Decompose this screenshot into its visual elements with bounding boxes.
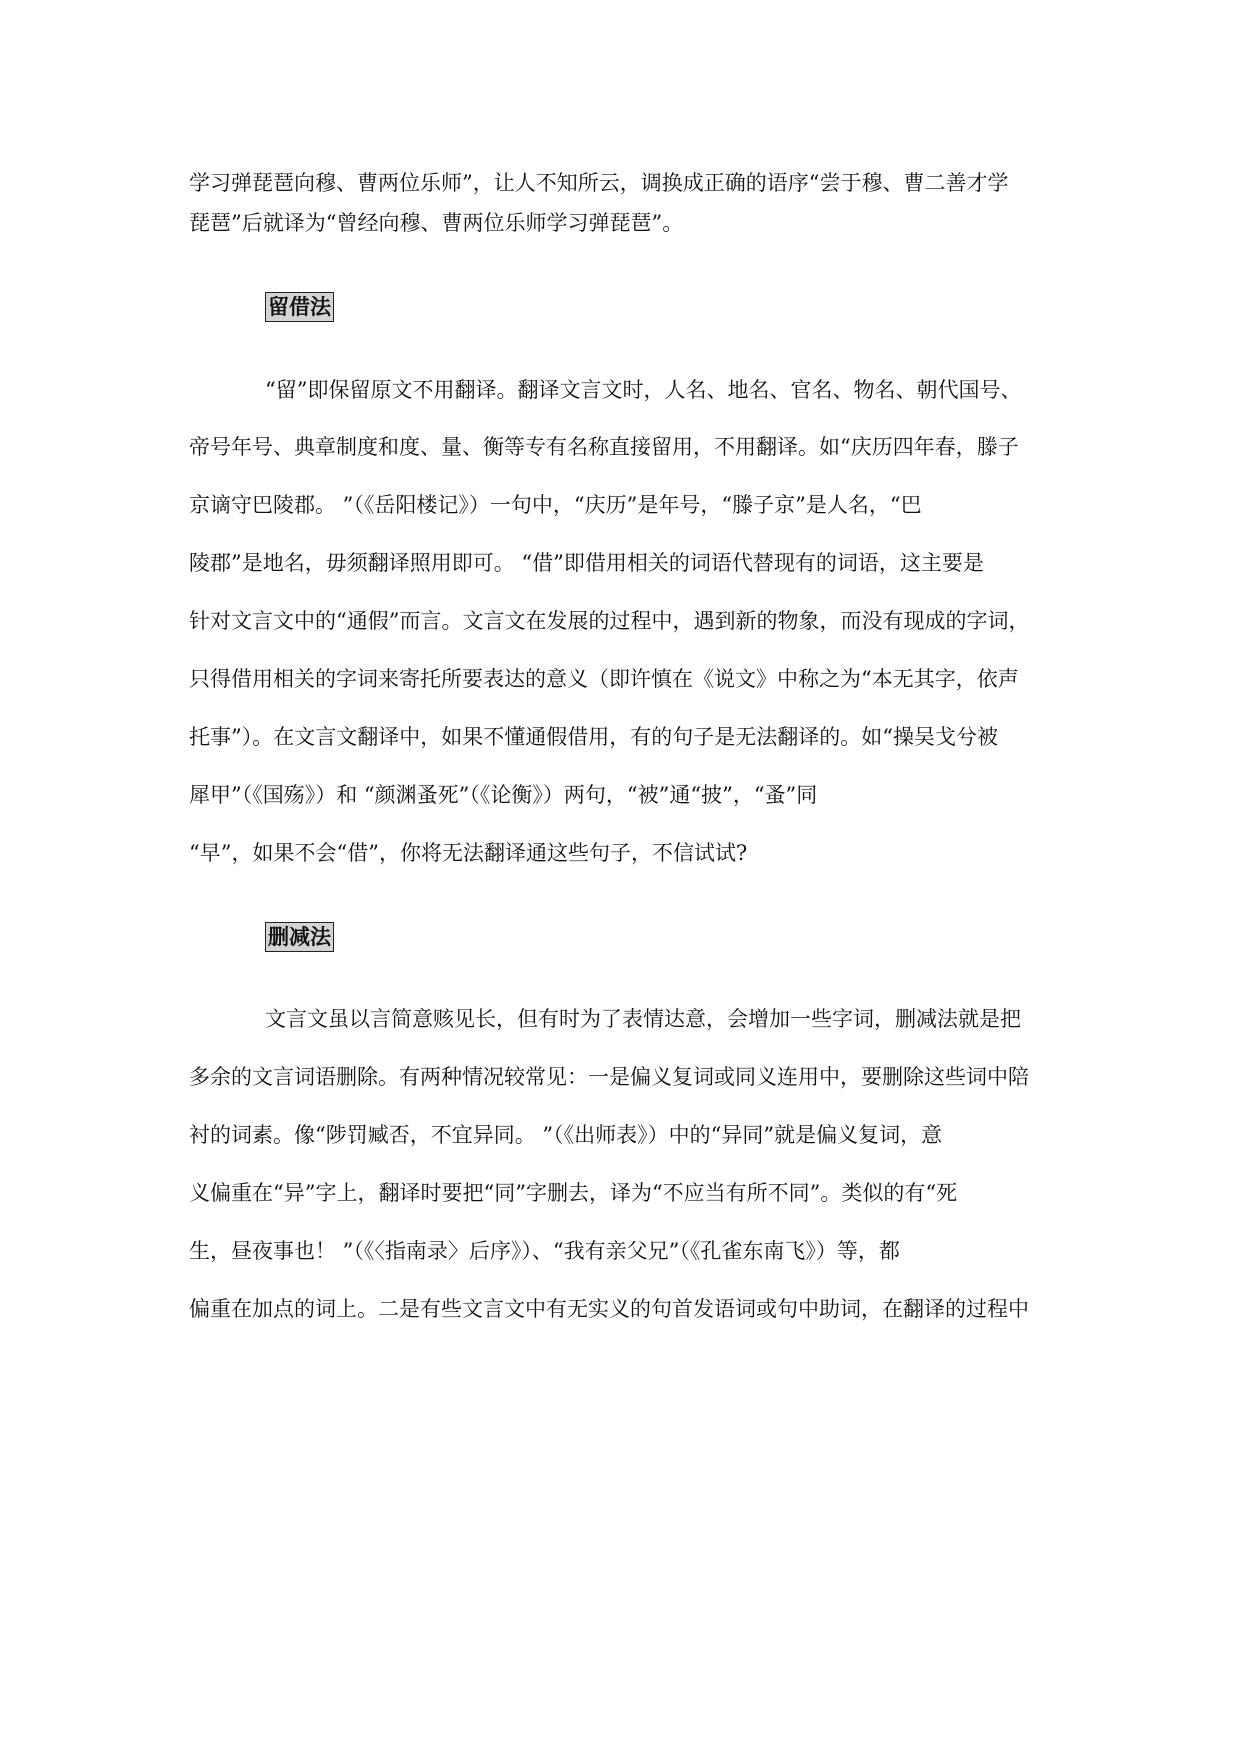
section-heading-liujie: 留借法: [265, 292, 334, 322]
paragraph-line: “早”，如果不会“借”，你将无法翻译通这些句子，不信试试?: [189, 841, 748, 865]
paragraph-line: 学习弹琵琶向穆、曹两位乐师”，让人不知所云，调换成正确的语序“尝于穆、曹二善才学: [189, 171, 1009, 195]
paragraph-line: 琵琶”后就译为“曾经向穆、曹两位乐师学习弹琵琶”。: [189, 211, 684, 235]
paragraph-line: 多余的文言词语删除。有两种情况较常见：一是偏义复词或同义连用中，要删除这些词中陪: [189, 1065, 1029, 1089]
paragraph-line: 只得借用相关的字词来寄托所要表达的意义（即许慎在《说文》中称之为“本无其字，依声: [189, 667, 1019, 691]
paragraph-line: 京谪守巴陵郡。 ”（《岳阳楼记》）一句中，“庆历”是年号，“滕子京”是人名，“巴: [189, 493, 922, 517]
paragraph-line: 衬的词素。像“陟罚臧否，不宜异同。 ”（《出师表》）中的“异同”就是偏义复词，意: [189, 1123, 943, 1147]
paragraph-line: 陵郡”是地名，毋须翻译照用即可。 “借”即借用相关的词语代替现有的词语，这主要是: [189, 551, 984, 575]
paragraph-line: “留”即保留原文不用翻译。翻译文言文时，人名、地名、官名、物名、朝代国号、: [265, 378, 1022, 402]
paragraph-line: 生，昼夜事也！ ”（《〈指南录〉后序》）、“我有亲父兄”（《孔雀东南飞》）等，都: [189, 1239, 900, 1263]
paragraph-line: 文言文虽以言简意赅见长，但有时为了表情达意，会增加一些字词，删减法就是把: [265, 1007, 1021, 1031]
paragraph-line: 托事”）。在文言文翻译中，如果不懂通假借用，有的句子是无法翻译的。如“操吴戈兮被: [189, 725, 998, 749]
paragraph-line: 偏重在加点的词上。二是有些文言文中有无实义的句首发语词或句中助词，在翻译的过程中: [189, 1297, 1029, 1321]
paragraph-line: 帝号年号、典章制度和度、量、衡等专有名称直接留用，不用翻译。如“庆历四年春，滕子: [189, 435, 1019, 459]
paragraph-line: 针对文言文中的“通假”而言。文言文在发展的过程中，遇到新的物象，而没有现成的字词，: [189, 609, 1030, 633]
section-heading-shanjian: 删减法: [265, 922, 334, 952]
paragraph-line: 犀甲”（《国殇》）和 “颜渊蚤死”（《论衡》）两句，“被”通“披”，“蚤”同: [189, 783, 818, 807]
paragraph-line: 义偏重在“异”字上，翻译时要把“同”字删去，译为“不应当有所不同”。类似的有“死: [189, 1181, 958, 1205]
